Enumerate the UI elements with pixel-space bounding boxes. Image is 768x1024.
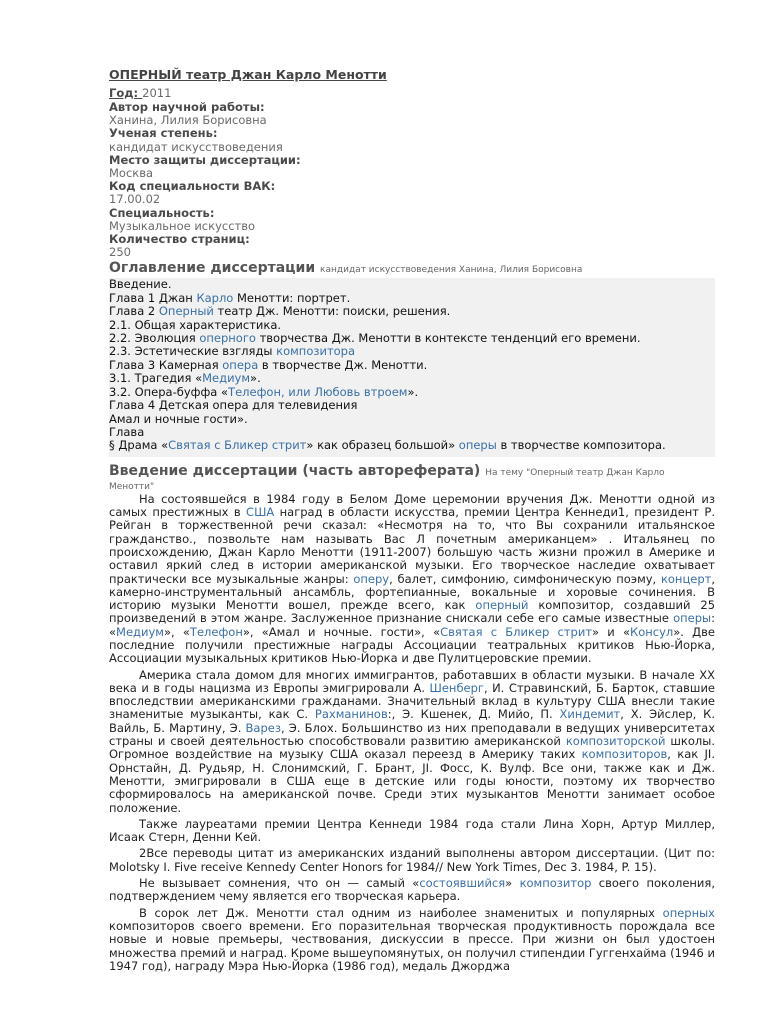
inline-link[interactable]: Рахманинов <box>314 707 388 722</box>
inline-link[interactable]: оперы <box>673 611 712 626</box>
toc-item: 3.1. Трагедия «Медиум». <box>109 371 261 386</box>
paragraph: Также лауреатами премии Центра Кеннеди 1984 года стали Лина Хорн, Артур Миллер, Исаак Стерн, Денни Кей. <box>109 816 715 845</box>
dissertation-meta <box>109 82 715 259</box>
inline-link[interactable]: оперный <box>475 598 529 613</box>
paragraph: Не вызывает сомнения, что он — самый «состоявшийся» композитор своего поколения, подтверждением чему является его творческая карьера. <box>109 876 715 904</box>
table-of-contents <box>109 278 715 456</box>
paragraph: Америка стала домом для многих иммигрантов, работавших в области музыки. В начале XX века и в годы нацизма из Европы эмигрировали А. Шенберг, И. Стравинский, Б. Барток, ставшие впоследствии американскими гражданами. Значительный вклад в культуру США внесли такие знаменитые музыканты, как С. Рахманинов:, Э. Кшенек, Д. Мийо, П. Хиндемит, Х. Эйслер, К. Вайль, Б. Мартину, Э. Варез, Э. Блох. Большинство из них преподавали в ведущих университетах страны и своей деятельностью способствовали развитию американской композиторской школы. Огромное воздействие на музыку США оказал переезд в Америку таких композиторов, как JI. Орнстайн, Д. Рудьяр, Н. Слонимский, Г. Брант, JI. Фосс, К. Вулф. Все они, также как и Дж. Менотти, эмигрировали в США еще в детские или годы юности, поэтому их творчество сформировалось на американской почве. Среди этих музыкантов Менотти занимает особое положение. <box>109 667 716 815</box>
inline-link[interactable]: США <box>246 505 275 520</box>
meta-label: Код специальности ВАК: <box>109 179 276 194</box>
meta-value: 17.00.02 <box>109 192 161 207</box>
inline-link[interactable]: концерт <box>660 571 712 586</box>
toc-item: Глава 4 Детская опера для телевидения <box>109 398 358 413</box>
inline-link[interactable]: Святая с Бликер стрит <box>440 624 593 639</box>
inline-link[interactable]: Оперный <box>158 304 214 319</box>
inline-link[interactable]: Медиум <box>116 624 164 639</box>
paragraph: В сорок лет Дж. Менотти стал одним из наиболее знаменитых и популярных оперных композиторов своего времени. Его поразительная творческая продуктивность порождала все новые и новые премьеры, чествования, дискуссии в прессе. При жизни он был удостоен множества премий и наград. Кроме вышеупомянутых, он получил стипендии Гуггенхайма (1946 и 1947 год), награду Мэра Нью-Йорка (1986 год), медаль Джорджа <box>109 905 715 973</box>
inline-link[interactable]: композиторской <box>565 734 666 749</box>
inline-link[interactable]: Телефон <box>189 624 243 639</box>
meta-value: кандидат искусствоведения <box>109 139 283 154</box>
toc-item: 2.1. Общая характеристика. <box>109 317 282 332</box>
inline-link[interactable]: оперы <box>458 438 497 453</box>
meta-label: Специальность: <box>109 205 215 220</box>
document-title[interactable]: ОПЕРНЫЙ театр Джан Карло Менотти <box>109 67 387 82</box>
toc-item: Амал и ночные гости». <box>109 411 248 426</box>
inline-link[interactable]: композитора <box>276 344 356 359</box>
intro-heading-sub: На тему "Оперный театр Джан Карло <box>485 467 665 478</box>
toc-item: Введение. <box>109 277 172 292</box>
meta-value: Ханина, Лилия Борисовна <box>109 113 267 128</box>
meta-value: 2011 <box>142 86 172 100</box>
meta-value: Москва <box>109 166 154 181</box>
inline-link[interactable]: Святая с Бликер стрит <box>168 438 307 453</box>
toc-item: Глава 1 Джан Карло Менотти: портрет. <box>109 290 351 305</box>
meta-value: 250 <box>109 245 131 260</box>
toc-item: 3.2. Опера-буффа «Телефон, или Любовь втроем». <box>109 384 419 399</box>
intro-body <box>109 493 715 973</box>
toc-heading-text: Оглавление диссертации <box>109 260 316 277</box>
meta-row <box>109 82 715 101</box>
inline-link[interactable]: Варез <box>245 720 281 735</box>
meta-label: Год: <box>109 86 143 100</box>
inline-link[interactable]: Шенберг <box>429 680 484 695</box>
toc-item: 2.2. Эволюция оперного творчества Дж. Менотти в контексте тенденций его времени. <box>109 331 641 346</box>
inline-link[interactable]: состоявшийся <box>419 876 506 891</box>
toc-item: 2.3. Эстетические взгляды композитора <box>109 344 356 359</box>
document <box>109 68 715 973</box>
paragraph: 2Все переводы цитат из американских изданий выполнены автором диссертации. (Цит по: Molotsky I. Five receive Kennedy Center Honors for 1984// New York Times, Dec 3. 1984, P. 15). <box>109 846 715 874</box>
inline-link[interactable]: композитор <box>519 876 592 891</box>
intro-heading-text: Введение диссертации (часть автореферата) <box>109 462 481 479</box>
intro-heading-sub2: Менотти" <box>109 481 155 492</box>
inline-link[interactable]: опера <box>222 357 259 372</box>
inline-link[interactable]: Хиндемит <box>559 707 621 722</box>
meta-label: Ученая степень: <box>109 126 218 141</box>
inline-link[interactable]: композиторов <box>581 747 668 762</box>
inline-link[interactable]: Телефон, или Любовь втроем <box>228 384 408 399</box>
inline-link[interactable]: Консул <box>630 624 674 639</box>
meta-label: Место защиты диссертации: <box>109 152 301 167</box>
toc-item: § Драма «Святая с Бликер стрит» как образец большой» оперы в творчестве композитора. <box>109 438 666 453</box>
toc-heading <box>109 260 715 278</box>
meta-label: Автор научной работы: <box>109 100 265 114</box>
inline-link[interactable]: оперу <box>353 571 390 586</box>
meta-label: Количество страниц: <box>109 232 250 247</box>
toc-item: Глава 3 Камерная опера в творчестве Дж. Менотти. <box>109 357 428 372</box>
meta-value: Музыкальное искусство <box>109 218 256 233</box>
inline-link[interactable]: оперных <box>662 905 715 920</box>
inline-link[interactable]: оперного <box>199 331 256 346</box>
toc-item: Глава <box>109 424 145 439</box>
toc-item: Глава 2 Оперный театр Дж. Менотти: поиски, решения. <box>109 304 451 319</box>
inline-link[interactable]: Карло <box>196 290 234 305</box>
toc-heading-sub: кандидат искусствоведения Ханина, Лилия Борисовна <box>320 265 583 276</box>
paragraph: На состоявшейся в 1984 году в Белом Доме церемонии вручения Дж. Менотти одной из самых престижных в США наград в области искусства, премии Центра Кеннеди1, президент Р. Рейган в торжественной речи сказал: «Несмотря на то, что Вы сохранили итальянское гражданство., позвольте нам называть Вас Л почетным американцем» . Итальянец по происхождению, Джан Карло Менотти (1911-2007) большую часть жизни прожил в Америке и оставил яркий след в истории американской музыки. Его творческое наследие охватывает практически все музыкальные жанры: оперу, балет, симфонию, симфоническую поэму, концерт, камерно-инструментальный ансамбль, фортепианные, вокальные и хоровые сочинения. В историю музыки Менотти вошел, прежде всего, как оперный композитор, создавший 25 произведений в этом жанре. Заслуженное признание снискали себе его самые известные оперы: «Медиум», «Телефон», «Амал и ночные. гости», «Святая с Бликер стрит» и «Консул». Две последние получили престижные награды Ассоциации театральных критиков Нью-Йорка, Ассоциации музыкальных критиков Нью-Йорка и две Пулитцеровские премии. <box>109 491 716 666</box>
intro-heading <box>109 463 715 493</box>
inline-link[interactable]: Медиум <box>202 371 251 386</box>
